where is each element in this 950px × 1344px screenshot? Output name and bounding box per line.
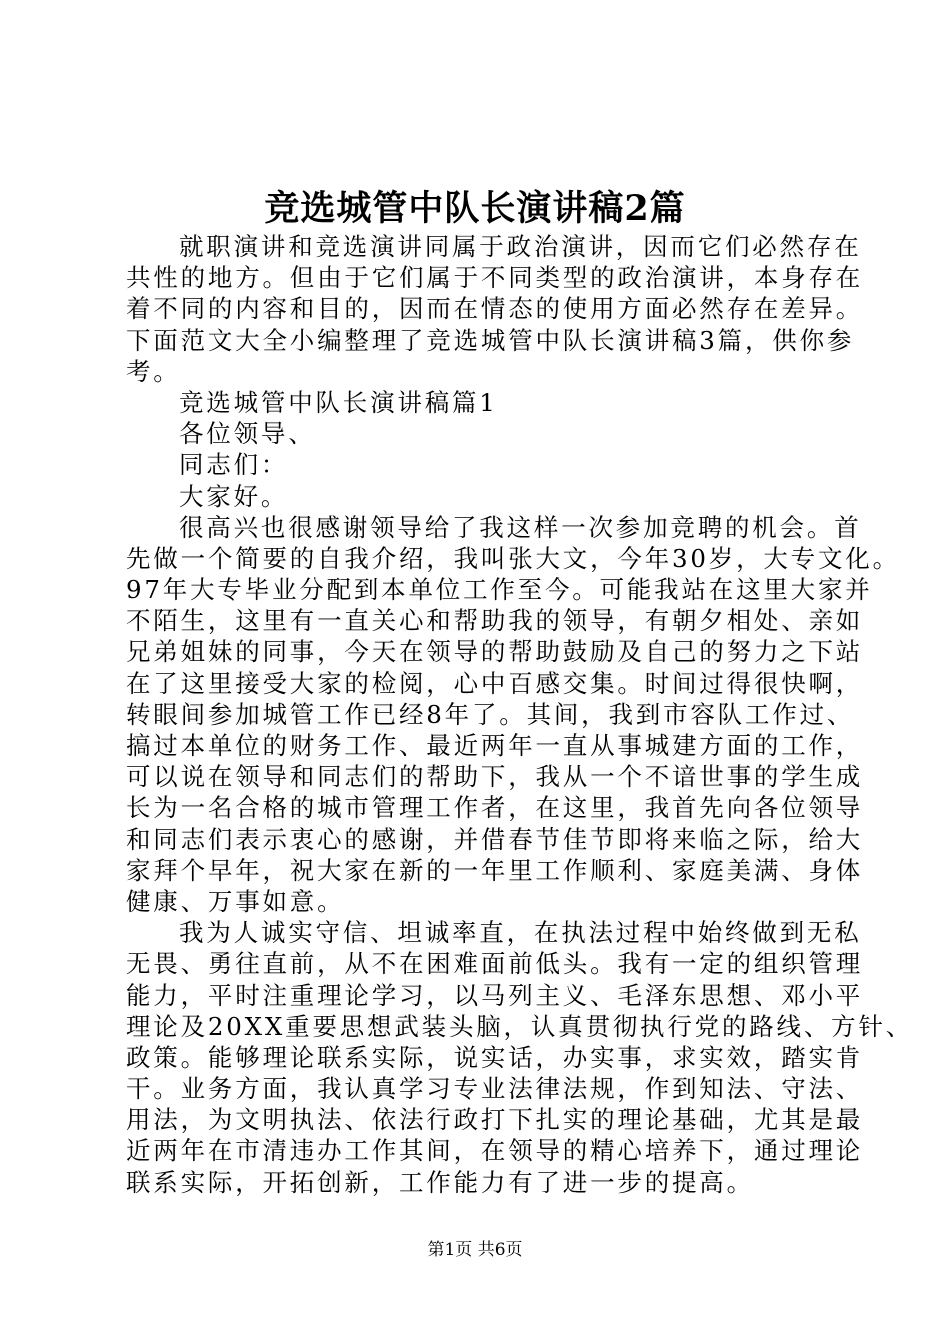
text-line: 转眼间参加城管工作已经8年了。其间，我到市容队工作过、	[126, 699, 855, 729]
text-line: 和同志们表示衷心的感谢，并借春节佳节即将来临之际，给大	[126, 824, 864, 854]
salutation-line: 同志们：	[179, 450, 289, 480]
text-line: 下面范文大全小编整理了竞选城管中队长演讲稿3篇，供你参	[126, 325, 855, 355]
text-line: 就职演讲和竞选演讲同属于政治演讲，因而它们必然存在	[179, 232, 862, 261]
text-line: 可以说在领导和同志们的帮助下，我从一个不谙世事的学生成	[126, 762, 864, 792]
text-line: 共性的地方。但由于它们属于不同类型的政治演讲，本身存在	[126, 263, 864, 293]
document-body	[126, 231, 914, 1198]
text-line: 搞过本单位的财务工作、最近两年一直从事城建方面的工作，	[126, 731, 864, 760]
page-footer: 第1页 共6页	[427, 1240, 523, 1260]
text-line: 先做一个简要的自我介绍，我叫张大文，今年30岁，大专文化。	[126, 543, 900, 573]
text-line: 用法，为文明执法、依法行政打下扎实的理论基础，尤其是最	[126, 1105, 864, 1135]
text-line: 着不同的内容和目的，因而在情态的使用方面必然存在差异。	[126, 294, 864, 324]
text-line: 干。业务方面，我认真学习专业法律法规，作到知法、守法、	[126, 1074, 864, 1104]
text-line: 97年大专毕业分配到本单位工作至今。可能我站在这里大家并	[126, 575, 873, 605]
text-line: 理论及20XX重要思想武装头脑，认真贯彻执行党的路线、方针、	[126, 1011, 914, 1041]
text-line: 兄弟姐妹的同事，今天在领导的帮助鼓励及自己的努力之下站	[126, 637, 864, 667]
text-line: 我为人诚实守信、坦诚率直，在执法过程中始终做到无私	[179, 918, 862, 948]
text-line: 长为一名合格的城市管理工作者，在这里，我首先向各位领导	[126, 793, 864, 823]
document-title: 竞选城管中队长演讲稿2篇	[264, 188, 686, 229]
text-line: 很高兴也很感谢领导给了我这样一次参加竞聘的机会。首	[179, 512, 862, 542]
salutation-line: 各位领导、	[179, 419, 316, 449]
text-line: 无畏、勇往直前，从不在困难面前低头。我有一定的组织管理	[126, 949, 864, 979]
text-line: 联系实际，开拓创新，工作能力有了进一步的提高。	[126, 1167, 754, 1197]
text-line: 不陌生，这里有一直关心和帮助我的领导，有朝夕相处、亲如	[126, 606, 864, 636]
text-line: 考。	[126, 356, 181, 386]
text-line: 健康、万事如意。	[126, 886, 345, 916]
text-line: 家拜个早年，祝大家在新的一年里工作顺利、家庭美满、身体	[126, 855, 864, 885]
section-heading: 竞选城管中队长演讲稿篇1	[179, 387, 498, 417]
greeting-line: 大家好。	[179, 481, 289, 511]
text-line: 在了这里接受大家的检阅，心中百感交集。时间过得很快啊，	[126, 668, 864, 698]
text-line: 近两年在市清违办工作其间，在领导的精心培养下，通过理论	[126, 1136, 864, 1166]
text-line: 能力，平时注重理论学习，以马列主义、毛泽东思想、邓小平	[126, 980, 864, 1010]
text-line: 政策。能够理论联系实际，说实话，办实事，求实效，踏实肯	[126, 1042, 864, 1072]
